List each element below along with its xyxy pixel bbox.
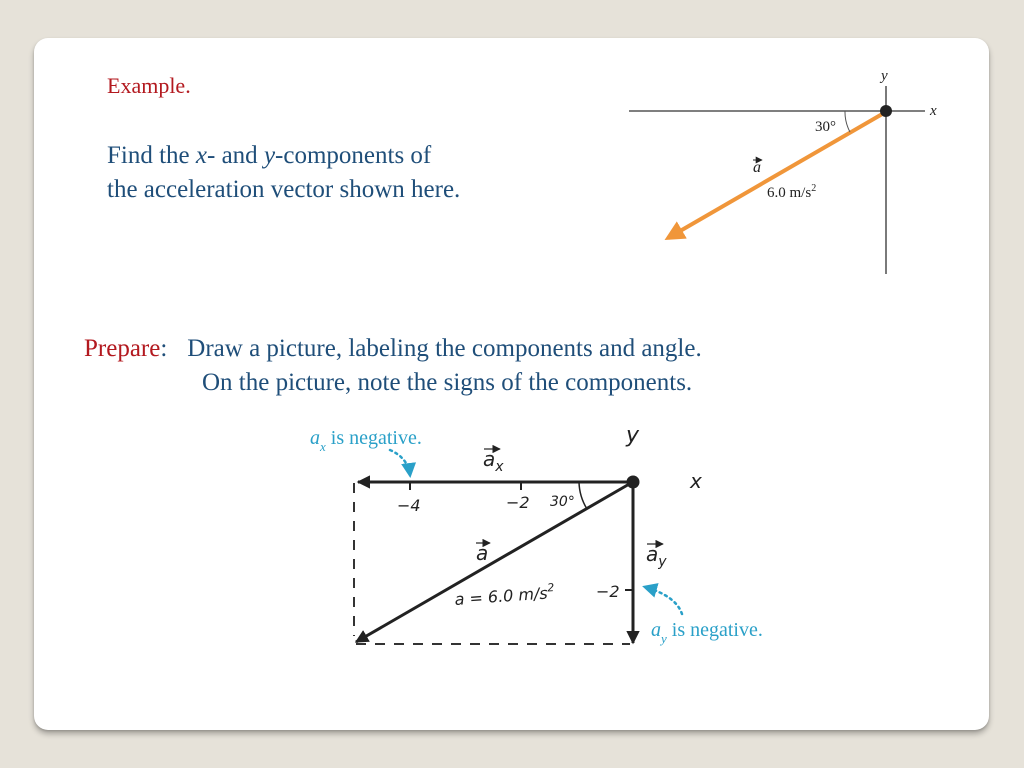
bottom-x-axis-label: x xyxy=(690,469,702,493)
bottom-angle-label: 30° xyxy=(550,494,575,510)
tick-label-minus4: −4 xyxy=(397,496,421,515)
x-variable: x xyxy=(195,142,208,169)
top-magnitude-label: 6.0 $m/s^2$ xyxy=(767,183,817,201)
tick-label-minus2-x: −2 xyxy=(506,493,530,512)
problem-line-1: Find the x- and y-components of xyxy=(107,142,432,169)
bottom-magnitude-label: a = 6.0 $m/s^2$ xyxy=(453,581,555,609)
acceleration-vector-arrow xyxy=(668,113,884,238)
example-heading: Example. xyxy=(107,73,191,98)
top-x-axis-label: x xyxy=(930,103,937,119)
bottom-vector-diagram xyxy=(310,423,763,646)
a-vector-label: a xyxy=(476,541,489,565)
prepare-instruction-1: Draw a picture, labeling the components and angle. xyxy=(187,335,702,362)
ay-label: $a_y$ xyxy=(646,542,667,570)
tick-label-minus2-y: −2 xyxy=(596,582,620,601)
problem-line-2: the acceleration vector shown here. xyxy=(107,176,461,203)
prepare-instruction-2: On the picture, note the signs of the components. xyxy=(202,369,693,396)
top-angle-arc xyxy=(845,111,850,132)
bottom-angle-arc xyxy=(579,482,587,509)
bottom-origin-dot xyxy=(627,476,640,489)
top-vector-name: a xyxy=(753,159,761,176)
ax-negative-note: $a_x$ is negative. xyxy=(310,427,422,454)
prepare-label: Prepare xyxy=(84,335,161,362)
top-angle-label: 30° xyxy=(815,119,836,135)
y-variable: y xyxy=(263,142,276,169)
bottom-y-axis-label: y xyxy=(626,423,640,448)
prepare-line-1: Prepare: Draw a picture, labeling the components and angle. xyxy=(84,335,702,362)
ay-note-dotted-arrow xyxy=(645,587,682,614)
ay-negative-note: $a_y$ is negative. xyxy=(651,619,763,646)
top-y-axis-label: y xyxy=(881,68,888,84)
ax-label: $a_x$ xyxy=(483,447,504,475)
origin-dot xyxy=(880,105,892,117)
top-vector-diagram xyxy=(629,68,937,274)
ax-note-dotted-arrow xyxy=(390,450,410,475)
